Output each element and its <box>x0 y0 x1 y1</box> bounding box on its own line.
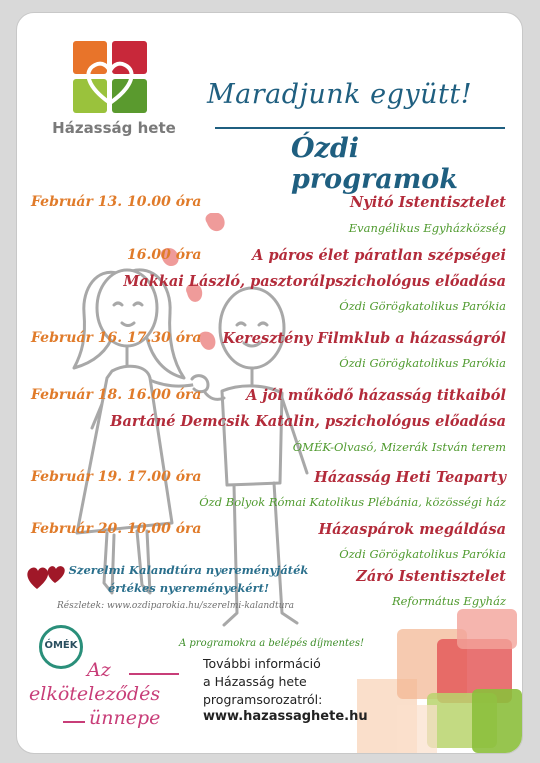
event-title: Házaspárok megáldása <box>318 521 506 538</box>
event-time: 10.00 óra <box>127 521 202 537</box>
event-time: 17.00 óra <box>127 469 202 485</box>
lottery-line-1: Szerelmi Kalandtúra nyereményjáték <box>68 563 309 577</box>
event-title: A páros élet páratlan szépségei <box>252 247 506 264</box>
event-date: Február 18. <box>31 387 123 403</box>
event-date: Február 20. <box>31 521 123 537</box>
event-place: ÓMÉK-Olvasó, Mizerák István terem <box>292 440 506 454</box>
info-line-3: programsorozatról: <box>203 692 323 707</box>
slogan-rule <box>129 673 179 675</box>
more-info <box>203 655 322 709</box>
event-place: Ózdi Görögkatolikus Parókia <box>339 299 506 313</box>
omek-logo <box>39 625 83 669</box>
event-time: 16.00 óra <box>127 247 202 263</box>
event-place: Ózd Bolyok Római Katolikus Plébánia, közösségi ház <box>199 495 506 509</box>
slogan-line-2: elköteleződés <box>29 683 161 705</box>
lottery-line-2: értékes nyereményekért! <box>107 581 270 595</box>
poster <box>16 12 523 754</box>
event-title: Keresztény Filmklub a házasságról <box>222 330 506 347</box>
logo-text: Házasság hete <box>52 119 176 137</box>
free-entry-note: A programokra a belépés díjmentes! <box>179 638 365 649</box>
info-line-1: További információ <box>203 656 321 671</box>
event-time: 10.00 óra <box>127 194 202 210</box>
event-place: Ózdi Görögkatolikus Parókia <box>339 547 506 561</box>
lottery-promo <box>61 561 316 597</box>
slogan-line-3: ünnepe <box>89 707 161 729</box>
slogan-rule <box>63 721 85 723</box>
title-divider <box>215 127 505 129</box>
event-time: 16.00 óra <box>127 387 202 403</box>
event-subtitle: Bartáné Demcsik Katalin, pszichológus előadása <box>110 413 506 430</box>
event-title: Házasság Heti Teaparty <box>314 469 506 486</box>
page-title: Maradjunk együtt! <box>207 79 473 110</box>
info-line-2: a Házasság hete <box>203 674 307 689</box>
event-date: Február 13. <box>31 194 123 210</box>
event-date: Február 19. <box>31 469 123 485</box>
hazassag-hete-logo <box>73 41 147 113</box>
decorative-squares <box>337 609 522 753</box>
event-title: A jól működő házasság titkaiból <box>246 387 506 404</box>
event-subtitle: Makkai László, pasztorálpszichológus előadása <box>123 273 506 290</box>
event-subtitle: Záró Istentisztelet <box>356 568 506 585</box>
event-time: 17.30 óra <box>127 330 202 346</box>
event-title: Nyitó Istentisztelet <box>350 194 506 211</box>
event-place: Református Egyház <box>391 594 506 608</box>
event-date: Február 16. <box>31 330 123 346</box>
event-place: Evangélikus Egyházközség <box>348 221 506 235</box>
omek-logo-text: ÓMÉK <box>44 640 78 651</box>
event-place: Ózdi Görögkatolikus Parókia <box>339 356 506 370</box>
lottery-details-link[interactable]: Részletek: www.ozdiparokia.hu/szerelmi-kalandtura <box>57 601 295 611</box>
page-subtitle: Ózdi programok <box>291 133 458 195</box>
website-link[interactable]: www.hazassaghete.hu <box>203 709 368 724</box>
slogan-line-1: Az <box>87 659 111 681</box>
